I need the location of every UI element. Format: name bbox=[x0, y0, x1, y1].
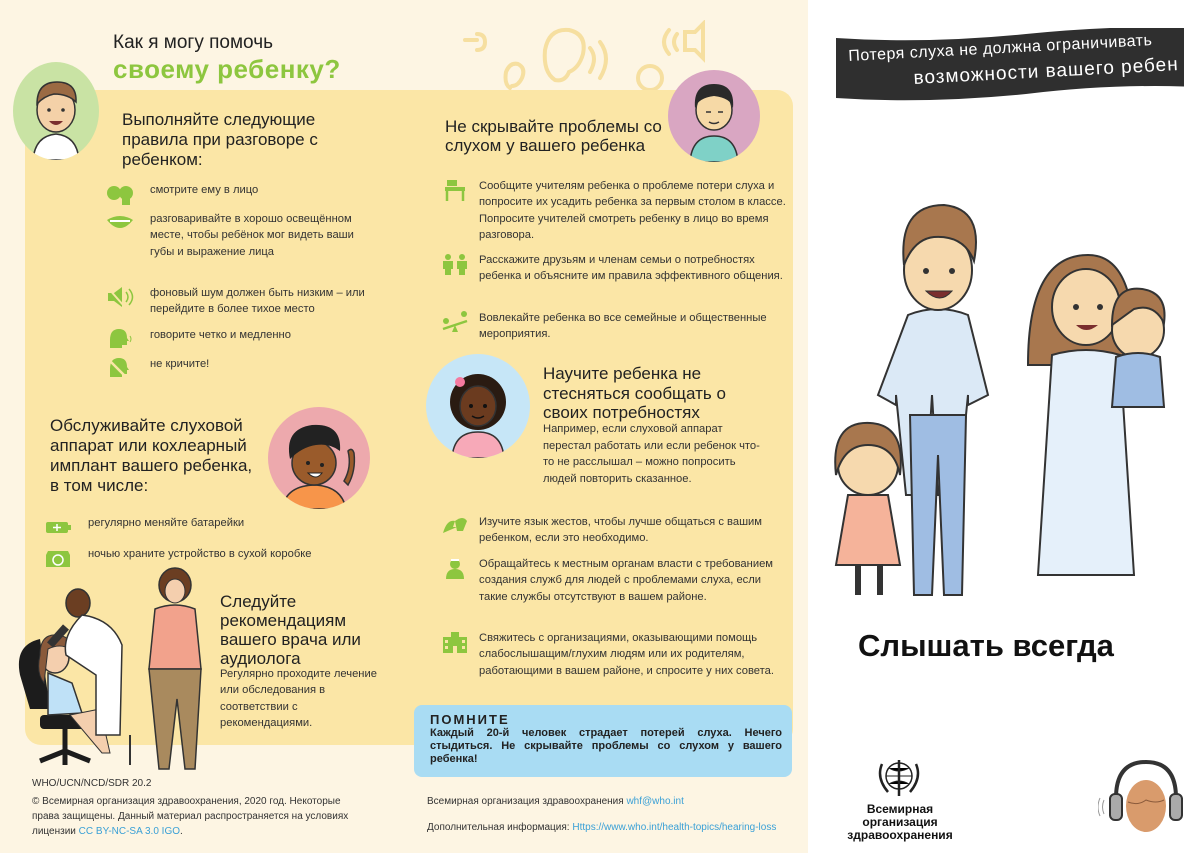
dont-hide-item: Расскажите друзьям и членам семьи о потребностях ребенка и объясните им правила эффективного общения. bbox=[437, 252, 792, 285]
official-icon bbox=[437, 556, 473, 580]
battery-icon bbox=[40, 515, 76, 539]
doctor-text: Регулярно проходите лечение или обследования в соответствии с рекомендациями. bbox=[220, 668, 377, 729]
speaking-head-icon bbox=[102, 327, 138, 351]
child-waving-avatar bbox=[268, 407, 370, 509]
banner-line-2: возможности вашего ребен bbox=[913, 54, 1180, 89]
banner-line-1: Потеря слуха не должна ограничивать bbox=[848, 32, 1153, 65]
cover-title: Слышать всегда bbox=[858, 628, 1114, 663]
dont-hide-item: Вовлекайте ребенка во все семейные и общественные мероприятия. bbox=[437, 310, 792, 343]
device-item: регулярно меняйте батарейки bbox=[40, 515, 340, 539]
family-illustration bbox=[828, 195, 1184, 610]
rule-item: не кричите! bbox=[102, 356, 382, 380]
doctor-title: Следуйте рекомендациям вашего врача или аудиолога bbox=[220, 592, 361, 668]
rule-item: разговаривайте в хорошо освещённом месте, чтобы ребёнок мог видеть ваши губы и выражение лица bbox=[102, 211, 372, 260]
copyright: © Всемирная организация здравоохранения, 2020 год. Некоторые права защищены. Данный материал распространяется на условиях лицензии CC BY-NC-SA 3.0 IGO. bbox=[32, 796, 349, 837]
device-item: ночью храните устройство в сухой коробке bbox=[40, 546, 360, 570]
more-info-line: Дополнительная информация: Https://www.who.int/health-topics/hearing-loss bbox=[427, 822, 777, 833]
lips-icon bbox=[102, 211, 138, 235]
doctor-visit-illustration bbox=[10, 565, 220, 775]
remember-text: Каждый 20-й человек страдает потерей слуха. Нечего стыдиться. Не скрывайте проблемы со слухом у вашего ребенка! bbox=[430, 727, 782, 765]
website-link[interactable]: Https://www.who.int/health-topics/hearing-loss bbox=[572, 822, 777, 833]
boy-avatar bbox=[668, 70, 760, 162]
heading-line-1: Как я могу помочь bbox=[113, 32, 273, 53]
dont-hide-item: Сообщите учителям ребенка о проблеме потери слуха и попросите их усадить ребенка за первым столом в классе. Попросите учителей смотреть ребенку в лицо во время разговора. bbox=[437, 178, 792, 243]
egg-headphones-icon bbox=[1098, 758, 1184, 838]
remember-title: ПОМНИТЕ bbox=[430, 712, 510, 727]
seesaw-icon bbox=[437, 310, 473, 334]
rules-title: Выполняйте следующие правила при разговоре с ребенком: bbox=[122, 110, 318, 169]
sign-language-icon bbox=[437, 514, 473, 538]
girl-avatar bbox=[426, 354, 530, 458]
teach-text: Например, если слуховой аппарат перестал работать или если ребенок что-то не расслышал – можно попросить людей повторить сказанное. bbox=[543, 423, 760, 485]
teach-title: Научите ребенка не стесняться сообщать о своих потребностях bbox=[543, 364, 726, 422]
rule-item: говорите четко и медленно bbox=[102, 327, 382, 351]
who-emblem-icon bbox=[874, 756, 924, 800]
teach-item: Изучите язык жестов, чтобы лучше общаться с вашим ребенком, если это необходимо. bbox=[437, 514, 792, 547]
rule-item: фоновый шум должен быть низким – или перейдите в более тихое место bbox=[102, 285, 382, 318]
school-desk-icon bbox=[437, 178, 473, 202]
cover-panel bbox=[808, 0, 1184, 853]
children-icon bbox=[437, 252, 473, 276]
remember-box bbox=[414, 705, 792, 777]
heading-line-2: своему ребенку? bbox=[113, 54, 341, 84]
email-link[interactable]: whf@who.int bbox=[626, 796, 684, 807]
doc-code: WHO/UCN/NCD/SDR 20.2 bbox=[32, 778, 152, 789]
faces-icon bbox=[102, 182, 138, 206]
contact-line: Всемирная организация здравоохранения whf@who.int bbox=[427, 796, 684, 807]
no-shouting-icon bbox=[102, 356, 138, 380]
dont-hide-title: Не скрывайте проблемы со слухом у вашего ребенка bbox=[445, 117, 662, 155]
teach-item: Свяжитесь с организациями, оказывающими помощь слабослышащим/глухим людям или их родителям, работающими в вашем районе, и спросите у них совета. bbox=[437, 630, 792, 679]
license-link[interactable]: CC BY-NC-SA 3.0 IGO bbox=[78, 826, 180, 837]
building-icon bbox=[437, 630, 473, 654]
teach-item: Обращайтесь к местным органам власти с требованием создания служб для людей с проблемами слуха, если такие службы отсутствуют в вашем районе. bbox=[437, 556, 792, 605]
rule-item: смотрите ему в лицо bbox=[102, 182, 382, 206]
mute-speaker-icon bbox=[102, 285, 138, 309]
who-name: Всемирная организация здравоохранения bbox=[847, 802, 953, 842]
device-title: Обслуживайте слуховой аппарат или кохлеарный имплант вашего ребенка, в том числе: bbox=[50, 416, 253, 495]
father-avatar bbox=[13, 62, 99, 160]
